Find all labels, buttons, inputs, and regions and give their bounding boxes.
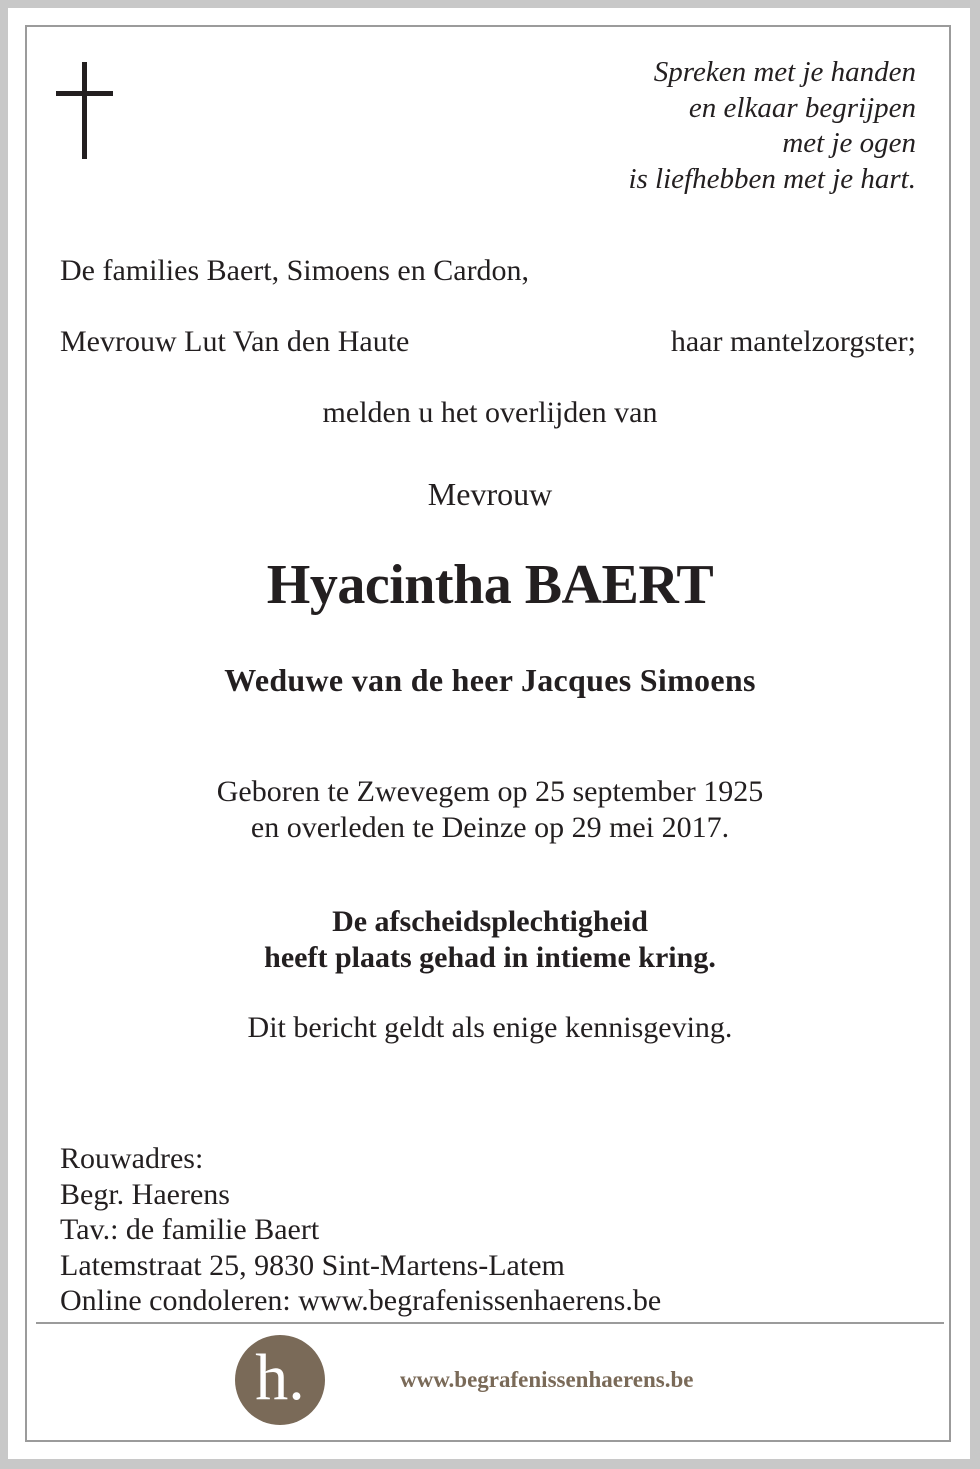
ceremony-line-2: heeft plaats gehad in intieme kring. — [264, 941, 716, 974]
intro-line: melden u het overlijden van — [322, 396, 658, 429]
deceased-title: Mevrouw — [427, 476, 553, 512]
poem-line: Spreken met je handen — [653, 56, 916, 88]
poem — [628, 55, 916, 197]
address-line: Begr. Haerens — [60, 1177, 230, 1211]
carer-name: Mevrouw Lut Van den Haute — [60, 325, 410, 358]
haerens-logo: h. — [235, 1335, 325, 1425]
death-line: en overleden te Deinze op 29 mei 2017. — [250, 811, 730, 844]
poem-line: is liefhebben met je hart. — [628, 162, 916, 195]
deceased-name: Hyacintha BAERT — [266, 554, 714, 616]
address-block — [60, 1141, 661, 1319]
deceased-relation: Weduwe van de heer Jacques Simoens — [224, 662, 756, 698]
divider — [36, 1322, 944, 1324]
cross-icon — [56, 62, 116, 160]
notice-line: Dit bericht geldt als enige kennisgeving. — [247, 1011, 733, 1044]
poem-line: met je ogen — [782, 127, 916, 159]
footer-website-link[interactable]: www.begrafenissenhaerens.be — [400, 1367, 694, 1392]
address-line: Tav.: de familie Baert — [60, 1213, 320, 1246]
address-line: Rouwadres: — [60, 1142, 204, 1175]
ceremony-line-1: De afscheidsplechtigheid — [332, 905, 648, 938]
carer-role: haar mantelzorgster; — [670, 325, 916, 358]
address-line: Latemstraat 25, 9830 Sint-Martens-Latem — [60, 1248, 565, 1282]
address-line: Online condoleren: www.begrafenissenhaerens.be — [60, 1284, 662, 1317]
poem-line: en elkaar begrijpen — [688, 91, 916, 124]
families-line: De families Baert, Simoens en Cardon, — [60, 254, 530, 287]
birth-line: Geboren te Zwevegem op 25 september 1925 — [216, 775, 764, 808]
